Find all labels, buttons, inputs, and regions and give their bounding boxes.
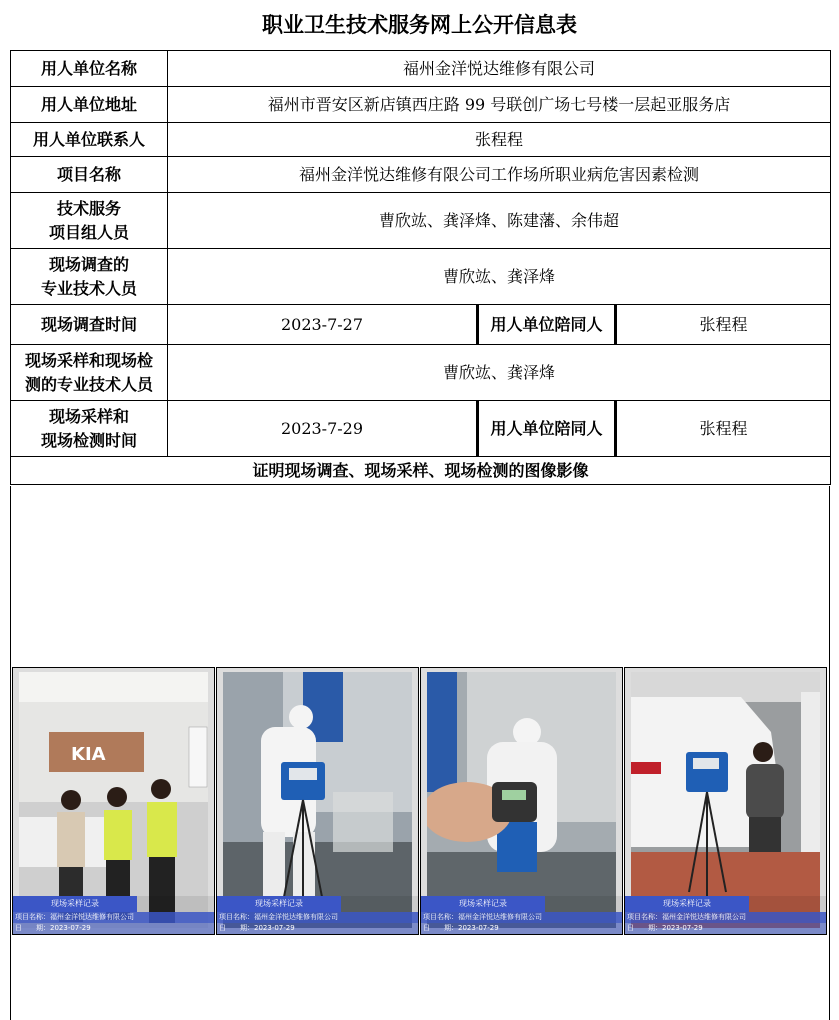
row-survey-time [11, 305, 831, 345]
row-project-name [11, 157, 831, 193]
row-sampling-time [11, 401, 831, 457]
info-table [10, 50, 831, 485]
value-sampling-time: 2023-7-29 [168, 401, 478, 457]
photo-strip [12, 667, 828, 935]
reception-photo-image [19, 672, 208, 928]
caption-title: 现场采样记录 [217, 896, 341, 912]
caption-title: 现场采样记录 [421, 896, 545, 912]
caption-date: 日 期：2023-07-29 [625, 923, 826, 934]
label-sampling-staff [11, 345, 168, 401]
label-sampling-escort: 用人单位陪同人 [478, 401, 616, 457]
row-employer-name [11, 51, 831, 87]
photo-caption [13, 896, 214, 934]
svg-text:KIA: KIA [71, 744, 106, 765]
workshop-car-photo-image [631, 672, 820, 928]
row-employer-address [11, 87, 831, 123]
caption-date: 日 期：2023-07-29 [217, 923, 418, 934]
label-survey-escort: 用人单位陪同人 [478, 305, 616, 345]
caption-project: 项目名称：福州金洋悦达维修有限公司 [217, 912, 418, 923]
caption-project: 项目名称：福州金洋悦达维修有限公司 [625, 912, 826, 923]
label-team-members-line2: 项目组人员 [48, 222, 129, 242]
value-sampling-escort: 张程程 [616, 401, 831, 457]
row-survey-staff [11, 249, 831, 305]
label-employer-contact: 用人单位联系人 [11, 123, 168, 157]
caption-title: 现场采样记录 [625, 896, 749, 912]
label-survey-time: 现场调查时间 [11, 305, 168, 345]
caption-project: 项目名称：福州金洋悦达维修有限公司 [13, 912, 214, 923]
value-employer-address: 福州市晋安区新店镇西庄路 99 号联创广场七号楼一层起亚服务店 [168, 87, 831, 123]
row-image-section-title [11, 457, 831, 485]
label-sampling-time-line1: 现场采样和 [48, 406, 129, 426]
label-survey-staff [11, 249, 168, 305]
image-section-title: 证明现场调查、现场采样、现场检测的图像影像 [11, 457, 831, 485]
caption-project: 项目名称：福州金洋悦达维修有限公司 [421, 912, 622, 923]
label-sampling-time [11, 401, 168, 457]
label-survey-staff-line2: 专业技术人员 [40, 278, 137, 298]
photo-caption [625, 896, 826, 934]
label-team-members-line1: 技术服务 [56, 198, 121, 218]
value-survey-staff: 曹欣竑、龚泽烽 [168, 249, 831, 305]
label-sampling-staff-line2: 测的专业技术人员 [24, 374, 153, 394]
value-survey-escort: 张程程 [616, 305, 831, 345]
label-survey-staff-line1: 现场调查的 [48, 254, 129, 274]
caption-date: 日 期：2023-07-29 [13, 923, 214, 934]
label-project-name: 项目名称 [11, 157, 168, 193]
label-sampling-staff-line1: 现场采样和现场检 [24, 350, 153, 370]
label-employer-address: 用人单位地址 [11, 87, 168, 123]
row-team-members [11, 193, 831, 249]
label-sampling-time-line2: 现场检测时间 [40, 430, 137, 450]
value-survey-time: 2023-7-27 [168, 305, 478, 345]
page-title: 职业卫生技术服务网上公开信息表 [262, 13, 577, 37]
caption-date: 日 期：2023-07-29 [421, 923, 622, 934]
value-sampling-staff: 曹欣竑、龚泽烽 [168, 345, 831, 401]
label-team-members [11, 193, 168, 249]
row-employer-contact [11, 123, 831, 157]
paint-booth-photo-image [223, 672, 412, 928]
photo-handheld-meter [420, 667, 623, 935]
caption-title: 现场采样记录 [13, 896, 137, 912]
handheld-meter-photo-image [427, 672, 616, 928]
value-project-name: 福州金洋悦达维修有限公司工作场所职业病危害因素检测 [168, 157, 831, 193]
photo-workshop-car [624, 667, 827, 935]
row-sampling-staff [11, 345, 831, 401]
photo-reception [12, 667, 215, 935]
value-team-members: 曹欣竑、龚泽烽、陈建藩、余伟超 [168, 193, 831, 249]
photo-caption [421, 896, 622, 934]
label-employer-name: 用人单位名称 [11, 51, 168, 87]
value-employer-contact: 张程程 [168, 123, 831, 157]
photo-caption [217, 896, 418, 934]
value-employer-name: 福州金洋悦达维修有限公司 [168, 51, 831, 87]
photo-paint-booth [216, 667, 419, 935]
